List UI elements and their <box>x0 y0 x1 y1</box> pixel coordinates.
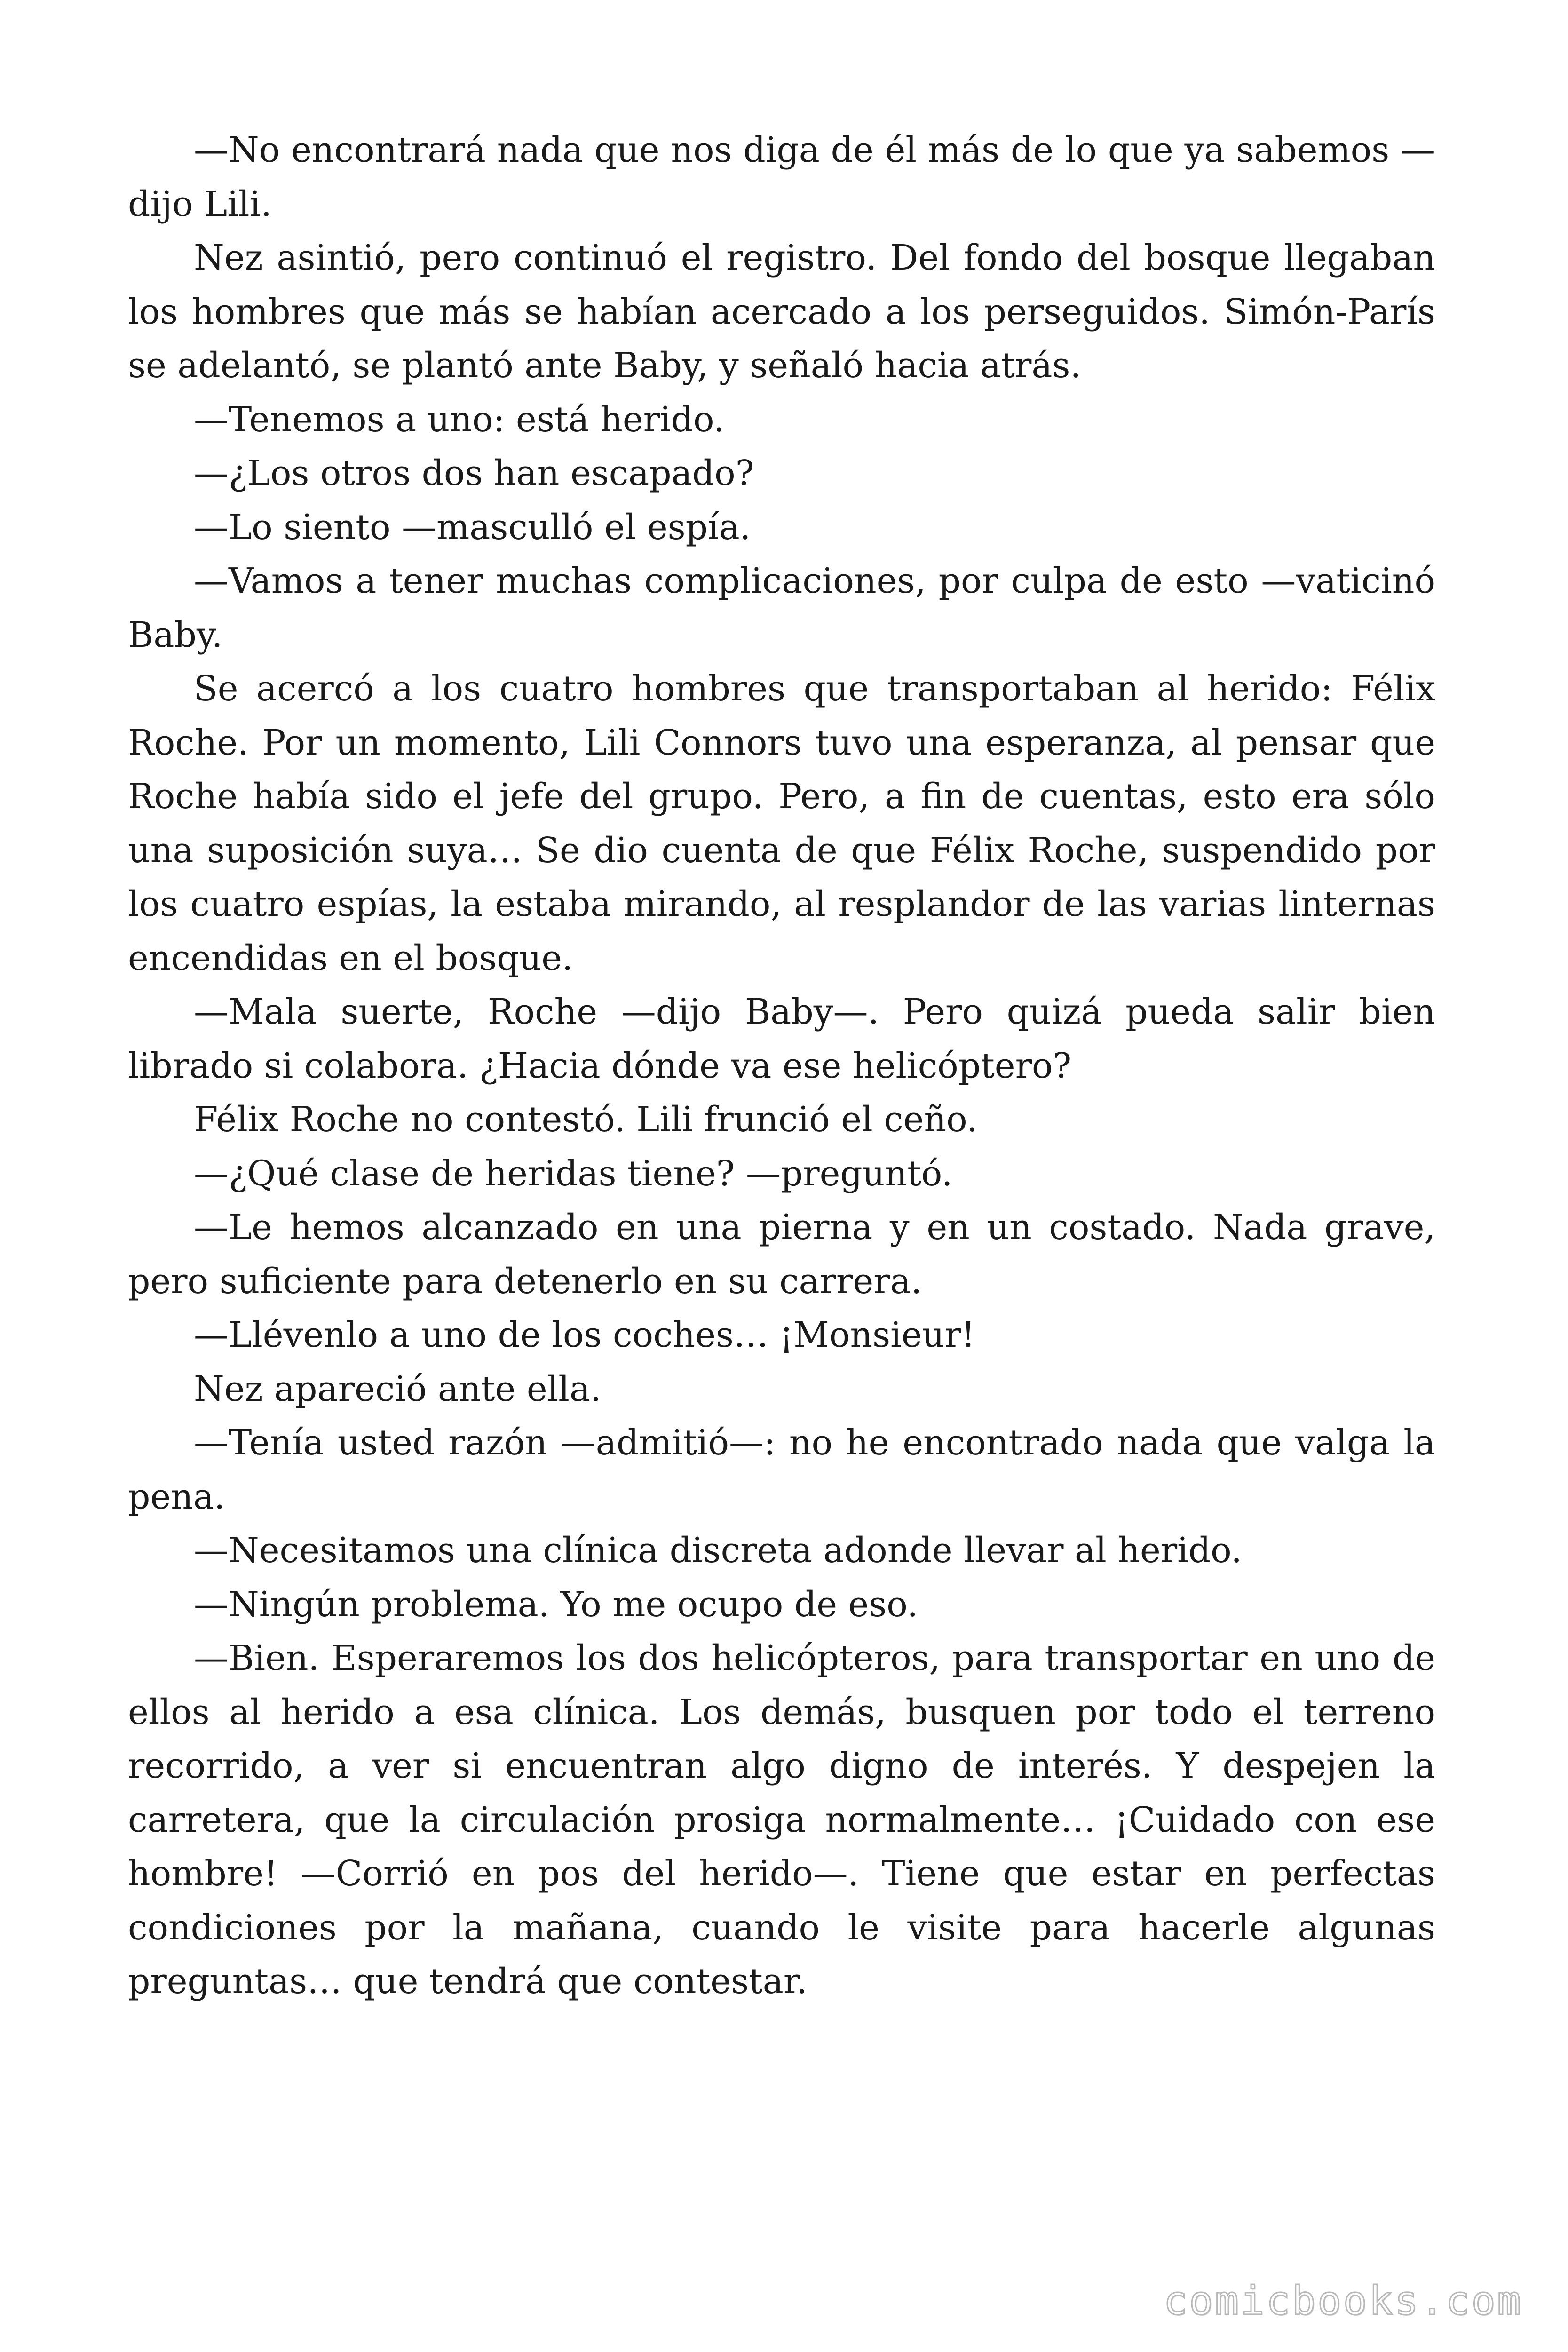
paragraph: —Ningún problema. Yo me ocupo de eso. <box>194 1584 919 1625</box>
paragraph: —Bien. Esperaremos los dos helicópteros, para transportar en uno de ellos al herido a esa clínica. Los demás, busquen por todo el terreno recorrido, a ver si encuentran algo digno de interés. Y despejen la carretera, que la circulación prosiga normalmente… ¡Cuidado con ese hombre! —Corrió en pos del herido—. Tiene que estar en perfectas condiciones por la mañana, cuando le visite para hacerle algunas preguntas… que tendrá que contestar. <box>128 1638 1435 2002</box>
paragraph: —¿Qué clase de heridas tiene? —preguntó. <box>194 1153 953 1194</box>
paragraph: —No encontrará nada que nos diga de él más de lo que ya sabemos —dijo Lili. <box>128 130 1435 224</box>
paragraph: —Vamos a tener muchas complicaciones, por culpa de esto —vaticinó Baby. <box>128 561 1435 655</box>
paragraph: —Le hemos alcanzado en una pierna y en un costado. Nada grave, pero suficiente para detenerlo en su carrera. <box>128 1207 1435 1302</box>
paragraph: Nez asintió, pero continuó el registro. Del fondo del bosque llegaban los hombres que más se habían acercado a los perseguidos. Simón-París se adelantó, se plantó ante Baby, y señaló hacia atrás. <box>128 238 1435 386</box>
paragraph: —Tenemos a uno: está herido. <box>194 399 725 440</box>
body-text <box>128 123 1435 2009</box>
paragraph: —¿Los otros dos han escapado? <box>194 453 754 493</box>
paragraph: Félix Roche no contestó. Lili frunció el ceño. <box>194 1099 978 1140</box>
paragraph: —Necesitamos una clínica discreta adonde llevar al herido. <box>194 1530 1242 1571</box>
paragraph: —Lo siento —masculló el espía. <box>194 507 751 548</box>
paragraph: —Llévenlo a uno de los coches… ¡Monsieur! <box>194 1315 975 1355</box>
paragraph: —Tenía usted razón —admitió—: no he encontrado nada que valga la pena. <box>128 1422 1435 1517</box>
paragraph: —Mala suerte, Roche —dijo Baby—. Pero quizá pueda salir bien librado si colabora. ¿Hacia dónde va ese helicóptero? <box>128 992 1435 1086</box>
watermark: comicbooks.com <box>1163 2278 1523 2324</box>
paragraph: Se acercó a los cuatro hombres que transportaban al herido: Félix Roche. Por un momento, Lili Connors tuvo una esperanza, al pensar que Roche había sido el jefe del grupo. Pero, a fin de cuentas, esto era sólo una suposición suya… Se dio cuenta de que Félix Roche, suspendido por los cuatro espías, la estaba mirando, al resplandor de las varias linternas encendidas en el bosque. <box>128 668 1435 978</box>
paragraph: Nez apareció ante ella. <box>194 1368 602 1409</box>
